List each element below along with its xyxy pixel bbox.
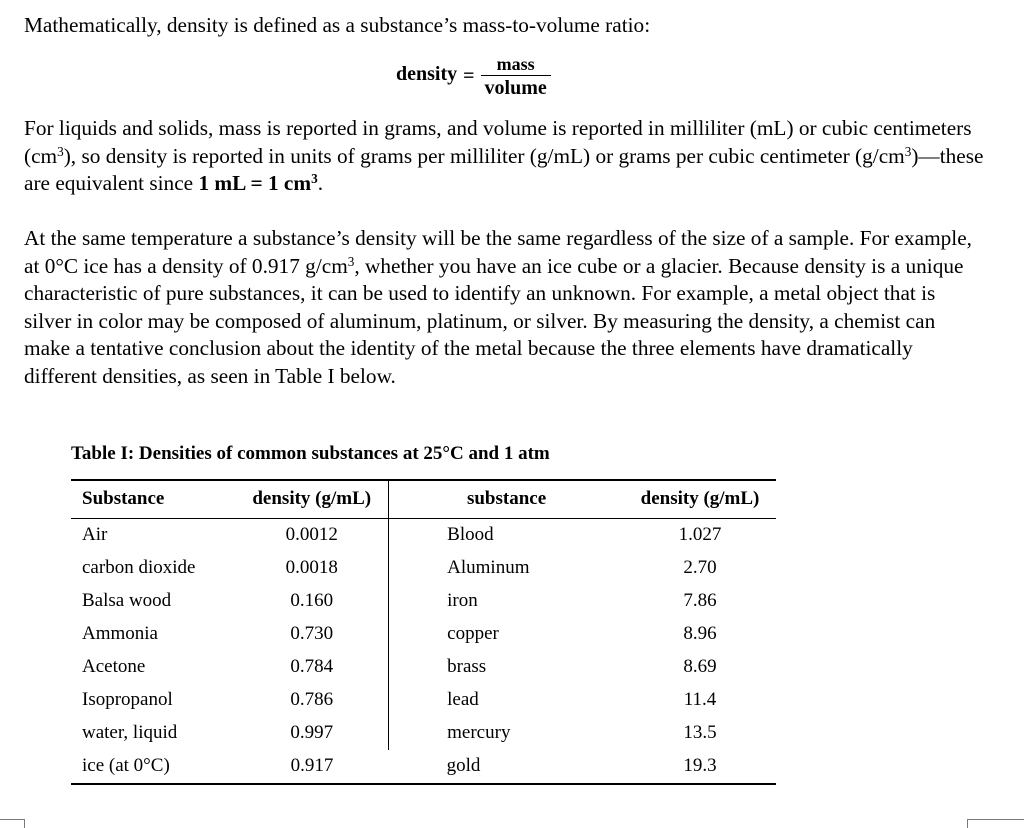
cell-density-right: 8.69 <box>683 656 717 677</box>
table-row <box>71 552 776 585</box>
header-substance-left: Substance <box>71 480 235 518</box>
cell-density-right: 7.86 <box>683 590 717 611</box>
cell-substance-right: Blood <box>389 518 624 552</box>
cell-density-right: 19.3 <box>624 750 776 784</box>
header-substance-right: substance <box>389 480 624 518</box>
table-row <box>71 684 776 717</box>
cell-substance-right: brass <box>389 651 624 684</box>
cell-substance-left: carbon dioxide <box>82 557 196 578</box>
intro-sentence: Mathematically, density is defined as a substance’s mass-to-volume ratio: <box>24 13 651 37</box>
cell-substance-left: Balsa wood <box>82 590 172 611</box>
table-row <box>71 518 776 552</box>
page-corner-mark-left <box>0 819 25 828</box>
units-equivalence-text: 1 mL = 1 cm <box>198 171 312 195</box>
cell-substance-right: Aluminum <box>389 552 624 585</box>
cell-density-right: 13.5 <box>683 722 717 743</box>
cell-density-right: 11.4 <box>683 689 717 710</box>
cell-substance-right: lead <box>389 684 624 717</box>
identification-paragraph <box>24 225 984 390</box>
cell-density-left: 0.786 <box>290 689 334 710</box>
header-density-right: density (g/mL) <box>624 480 776 518</box>
units-equivalence-sup: 3 <box>311 170 318 186</box>
cell-density-left: 0.784 <box>290 656 334 677</box>
cell-density-left: 0.0018 <box>285 557 338 578</box>
cell-density-right: 2.70 <box>683 557 717 578</box>
units-text-1: For liquids and solids, mass is reported in grams, and volume is reported in milliliter (mL) or cubic centimeters (cm <box>24 116 972 168</box>
cell-density-left: 0.160 <box>290 590 334 611</box>
identification-text-2: , whether you have an ice cube or a glacier. Because density is a unique characteristic of pure substances, it can be used to identify an unknown. For example, a metal object that is silver in color may be composed of aluminum, platinum, or silver. By measuring the density, a chemist can make a tentative conclusion about the identity of the metal because the three elements have dramatically different densities, as seen in Table I below. <box>24 253 964 388</box>
identification-sup: 3 <box>347 253 355 269</box>
cell-density-right: 8.96 <box>683 623 717 644</box>
formula-equals: = <box>463 65 475 87</box>
cell-substance-right: copper <box>389 618 624 651</box>
cell-substance-right: gold <box>389 750 624 784</box>
table-caption: Table I: Densities of common substances at 25°C and 1 atm <box>71 443 550 464</box>
units-text-4: . <box>317 171 324 195</box>
units-equivalence <box>198 171 317 195</box>
cell-density-right: 1.027 <box>678 524 722 545</box>
table-row <box>71 750 776 784</box>
cell-substance-left: Air <box>82 524 108 545</box>
density-table <box>71 479 776 785</box>
formula-denominator: volume <box>484 77 547 99</box>
page-corner-mark-right <box>967 819 1024 828</box>
formula-numerator: mass <box>496 54 535 74</box>
units-sup-2: 3 <box>904 143 912 159</box>
units-paragraph <box>24 115 984 198</box>
cell-density-left: 0.730 <box>290 623 334 644</box>
cell-substance-right: iron <box>389 585 624 618</box>
table-row <box>71 585 776 618</box>
table-row <box>71 618 776 651</box>
formula-fraction <box>481 54 551 99</box>
table-row <box>71 717 776 750</box>
header-density-left: density (g/mL) <box>235 480 388 518</box>
units-text-2: ), so density is reported in units of grams per milliliter (g/mL) or grams per cubic centimeter (g/cm <box>63 143 905 168</box>
cell-substance-left: water, liquid <box>82 722 178 743</box>
table-row <box>71 651 776 684</box>
units-sup-1: 3 <box>57 143 64 159</box>
density-formula <box>396 54 551 99</box>
cell-substance-left: ice (at 0°C) <box>71 750 235 784</box>
cell-substance-right: mercury <box>389 717 624 750</box>
identification-text-1: At the same temperature a substance’s density will be the same regardless of the size of a sample. For example, at 0°C ice has a density of 0.917 g/cm <box>24 226 972 278</box>
formula-lhs: density <box>396 63 458 85</box>
cell-substance-left: Isopropanol <box>82 689 173 710</box>
units-text-3: )—these are equivalent since <box>24 143 984 195</box>
cell-substance-left: Ammonia <box>82 623 158 644</box>
table-header-row <box>71 480 776 518</box>
cell-substance-left: Acetone <box>82 656 146 677</box>
cell-density-left: 0.917 <box>235 750 388 784</box>
cell-density-left: 0.0012 <box>285 524 338 545</box>
cell-density-left: 0.997 <box>290 722 334 743</box>
